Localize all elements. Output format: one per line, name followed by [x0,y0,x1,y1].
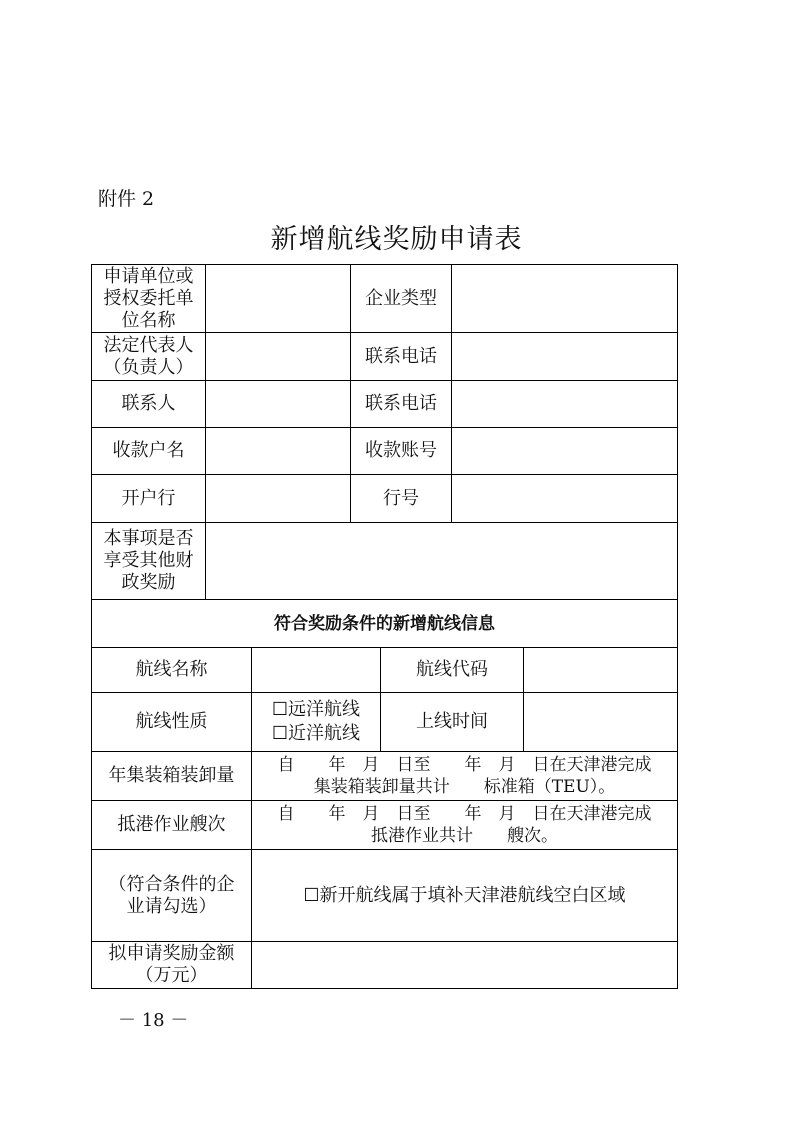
route-code-label: 航线代码 [380,647,523,692]
bank-code-field[interactable] [451,474,677,522]
payee-account-field[interactable] [451,427,677,474]
route-type-label: 航线性质 [92,692,251,751]
enterprise-type-field[interactable] [451,265,677,332]
payee-name-field[interactable] [205,427,350,474]
other-subsidy-label [92,522,205,599]
route-name-label: 航线名称 [92,647,251,692]
reward-amount-label-line2: （万元） [135,965,208,986]
bank-code-label: 行号 [350,474,451,522]
port-calls-label: 抵港作业艘次 [92,800,251,849]
reward-amount-label-line1: 拟申请奖励金额 [108,943,235,964]
route-type-options [251,692,380,751]
legal-rep-field[interactable] [205,332,350,380]
qualifying-check-label-line2: 业请勾选） [126,895,217,917]
qualifying-check-label [92,849,251,941]
route-code-field[interactable] [523,647,677,692]
reward-amount-label [92,941,251,988]
blank-area-route-checkbox[interactable]: ☐新开航线属于填补天津港航线空白区域 [251,849,677,941]
other-subsidy-label-line2: 享受其他财 [103,550,194,571]
section-header: 符合奖励条件的新增航线信息 [92,599,677,647]
application-form-table [91,264,678,989]
other-subsidy-label-line3: 政奖励 [121,572,176,593]
attachment-label: 附件 2 [98,188,155,210]
route-name-field[interactable] [251,647,380,692]
legal-rep-phone-label: 联系电话 [350,332,451,380]
qualifying-check-label-line1: （符合条件的企 [108,873,235,895]
applicant-label [92,265,205,332]
reward-amount-field[interactable] [251,941,677,988]
bank-label: 开户行 [92,474,205,522]
applicant-label-line1: 申请单位或 [103,265,194,287]
launch-time-field[interactable] [523,692,677,751]
annual-volume-line2: 集装箱装卸量共计 标准箱（TEU）。 [313,777,616,797]
bank-field[interactable] [205,474,350,522]
other-subsidy-field[interactable] [205,522,677,599]
launch-time-label: 上线时间 [380,692,523,751]
legal-rep-label-line1: 法定代表人 [103,334,194,356]
legal-rep-label-line2: （负责人） [103,356,194,378]
contact-phone-field[interactable] [451,380,677,427]
ocean-route-checkbox[interactable]: ☐远洋航线 [271,699,361,720]
legal-rep-phone-field[interactable] [451,332,677,380]
form-title: 新增航线奖励申请表 [270,224,523,255]
contact-label: 联系人 [92,380,205,427]
port-calls-line1: 自 年 月 日至 年 月 日在天津港完成 [277,804,652,824]
contact-field[interactable] [205,380,350,427]
payee-name-label: 收款户名 [92,427,205,474]
page-number: － 18 － [118,1010,189,1031]
applicant-label-line3: 位名称 [121,309,176,331]
legal-rep-label [92,332,205,380]
port-calls-text [251,800,677,849]
contact-phone-label: 联系电话 [350,380,451,427]
payee-account-label: 收款账号 [350,427,451,474]
port-calls-line2: 抵港作业共计 艘次。 [371,826,558,846]
annual-volume-line1: 自 年 月 日至 年 月 日在天津港完成 [277,755,652,775]
applicant-label-line2: 授权委托单 [103,287,194,309]
annual-volume-text [251,751,677,800]
applicant-value-field[interactable] [205,265,350,332]
enterprise-type-label: 企业类型 [350,265,451,332]
other-subsidy-label-line1: 本事项是否 [103,528,194,549]
annual-volume-label: 年集装箱装卸量 [92,751,251,800]
near-sea-route-checkbox[interactable]: ☐近洋航线 [271,723,361,744]
